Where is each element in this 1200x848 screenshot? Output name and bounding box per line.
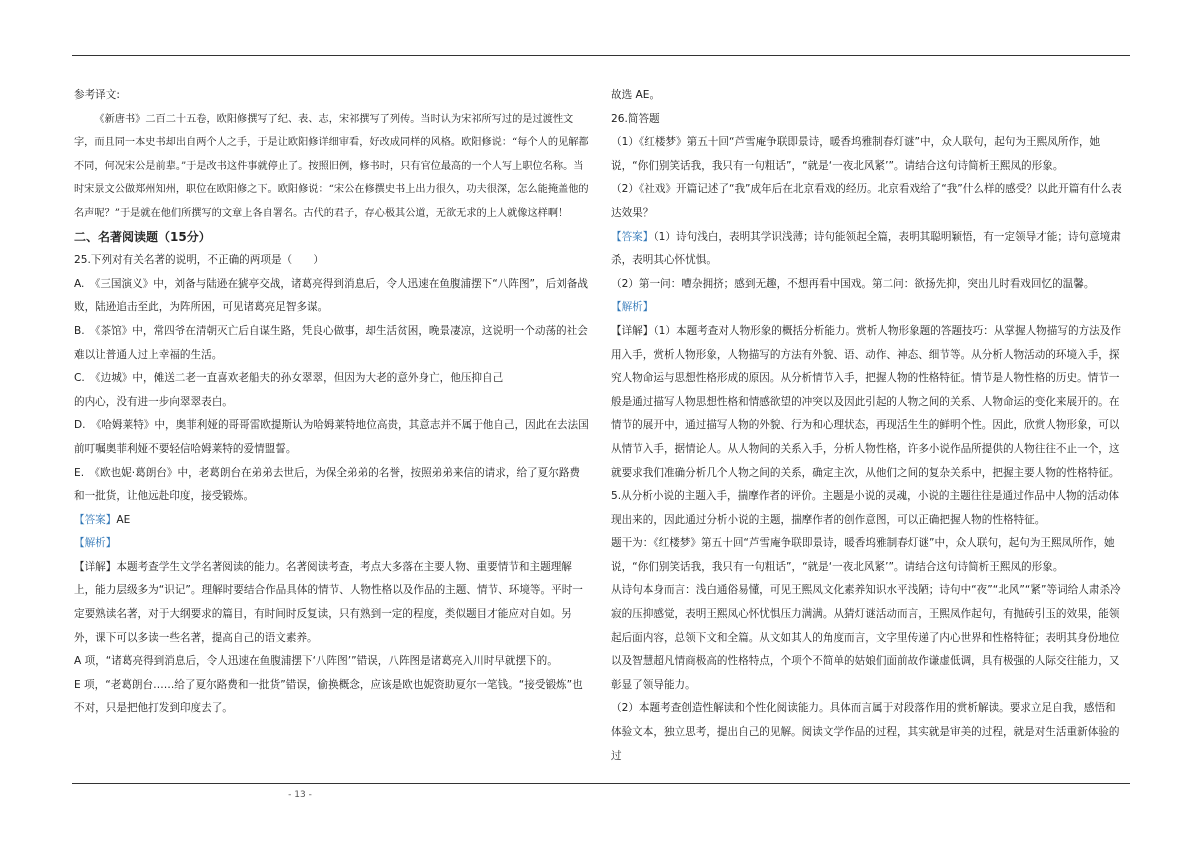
option-c-line1: C. 《边城》中，傩送二老一直喜欢老船夫的孙女翠翠，但因为大老的意外身亡，他压抑自己: [74, 372, 504, 385]
section-heading: 二、名著阅读题（15分）: [74, 229, 211, 244]
question-25: 25.下列对有关名著的说明，不正确的两项是（ ）: [74, 254, 324, 267]
option-d: D. 《哈姆莱特》中，奥菲利娅的哥哥雷欧提斯认为哈姆莱特地位高贵，其意志并不属于他自己，因此在去法国前叮嘱奥菲利娅不要轻信哈姆莱特的爱情盟誓。: [74, 419, 589, 455]
detail-tag: 【详解】: [611, 324, 654, 337]
translation-body: 《新唐书》二百二十五卷，欧阳修撰写了纪、表、志，宋祁撰写了列传。当时认为宋祁所写过的是过渡性文字，而且同一本史书却出自两个人之手，于是让欧阳修详细审看，好改成同样的风格。欧阳修说：“每个人的见解都不同，何况宋公是前辈。”于是改书这件事就停止了。按照旧例，修书时，只有官位最高的一个人写上职位名称。当时宋景文公做郑州知州，职位在欧阳修之下。欧阳修说：“宋公在修撰史书上出力很久，功夫很深，怎么能掩盖他的名声呢？”于是就在他们所撰写的文章上各自署名。古代的君子，存心极其公道，无欲无求的上人就像这样啊！: [74, 113, 589, 219]
left-column: [74, 84, 589, 721]
question-26: 26.简答题: [611, 112, 660, 125]
option-b: B. 《茶馆》中，常四爷在清朝灭亡后自谋生路，凭良心做事，却生活贫困，晚景凄凉，这说明一个动荡的社会难以让普通人过上幸福的生活。: [74, 324, 588, 361]
translation-heading: 参考译文:: [74, 89, 120, 101]
note-a: A 项，“诸葛亮得到消息后，令人迅速在鱼腹浦摆下‘八阵图’”错误，八阵图是诸葛亮入川时早就摆下的。: [74, 655, 558, 668]
question-26-2: （2）《社戏》开篇记述了“我”成年后在北京看戏的经历。北京看戏给了“我”什么样的感受？以此开篇有什么表达效果？: [611, 183, 1122, 219]
detail-2: 题干为：《红楼梦》第五十回“芦雪庵争联即景诗，暖香坞雅制春灯谜”中，众人联句，起句为王熙凤所作，她说，“你们别笑话我，我只有一句粗话”，“就是‘一夜北风紧’”。请结合这句诗简析王熙凤的形象。: [611, 537, 1115, 573]
choose-line: 故选 AE。: [611, 89, 661, 101]
detail-paragraph: [74, 556, 589, 650]
detail-4: （2）本题考查创造性解读和个性化阅读能力。具体而言属于对段落作用的赏析解读。要求立足自我，感悟和体验文本，独立思考，提出自己的见解。阅读文学作品的过程，其实就是审美的过程，就是对生活重新体验的过: [611, 702, 1120, 762]
detail-1-text: （1）本题考查对人物形象的概括分析能力。赏析人物形象题的答题技巧：从掌握人物描写的方法及作用入手，赏析人物形象，人物描写的方法有外貌、语、动作、神态、细节等。从分析人物活动的环境入手，探究人物命运与思想性格形成的原因。从分析情节入手，把握人物的性格特征。情节是人物性格的历史。情节一般是通过描写人物思想性格和情感欲望的冲突以及因此引起的人物之间的关系、人物命运的变化来展开的。在情节的展开中，通过描写人物的外貌、行为和心理状态，再现活生生的鲜明个性。因此，欣赏人物形象，可以从情节入手，据情论人。从人物间的关系入手，分析人物性格，许多小说作品所提供的人物往往不止一个，这就要求我们准确分析几个人物之间的关系，确定主次，从他们之间的复杂关系中，把握主要人物的性格特征。5.从分析小说的主题入手，揣摩作者的评价。主题是小说的灵魂，小说的主题往往是通过作品中人物的活动体现出来的，因此通过分析小说的主题，揣摩作者的创作意图，可以正确把握人物的性格特征。: [611, 324, 1121, 526]
detail-tag: 【详解】: [74, 560, 117, 573]
answer-value: AE: [116, 513, 131, 526]
answer-line: [74, 509, 589, 533]
analysis-tag: 【解析】: [74, 537, 117, 550]
answer-2: （2）第一问：嘈杂拥挤；感到无趣，不想再看中国戏。第二问：欲扬先抑，突出儿时看戏回忆的温馨。: [611, 277, 1095, 290]
option-e: E. 《欧也妮·葛朗台》中，老葛朗台在弟弟去世后，为保全弟弟的名誉，按照弟弟来信的请求，给了夏尔路费和一批货，让他远赴印度，接受锻炼。: [74, 466, 581, 503]
option-a: A. 《三国演义》中，刘备与陆逊在猇亭交战，诸葛亮得到消息后，令人迅速在鱼腹浦摆下“八阵图”，后刘备战败，陆逊追击至此，为阵所困，可见诸葛亮足智多谋。: [74, 277, 589, 314]
detail-3: 从诗句本身而言：浅白通俗易懂，可见王熙凤文化素养知识水平浅陋；诗句中“夜”“北风”“紧”等词给人肃杀冷寂的压抑感觉，表明王熙凤心怀忧惧压力满满。从猜灯谜活动而言，王熙凤作起句，有抛砖引玉的效果，能领起后面内容，总领下文和全篇。从文如其人的角度而言，文字里传递了内心世界和性格特征；表明其身份地位以及智慧超凡情商极高的性格特点，个项个不简单的姑娘们面前故作谦虚低调，具有极强的人际交往能力，又彰显了领导能力。: [611, 584, 1121, 691]
answer-1: [611, 226, 1126, 273]
detail-body: 本题考查学生文学名著阅读的能力。名著阅读考查，考点大多落在主要人物、重要情节和主题理解上，能力层级多为“识记”。理解时要结合作品具体的情节、人物性格以及作品的主题、情节、环境等。平时一定要熟读名著，对于大纲要求的篇目，有时间时反复读，只有熟到一定的程度，类似题目才能应对自如。另外，课下可以多读一些名著，提高自己的语文素养。: [74, 560, 583, 644]
note-e: E 项，“老葛朗台……给了夏尔路费和一批货”错误，偷换概念，应该是欧也妮资助夏尔一笔钱。“接受锻炼”也不对，只是把他打发到印度去了。: [74, 678, 583, 715]
detail-1: [611, 320, 1126, 532]
question-26-1: （1）《红楼梦》第五十回“芦雪庵争联即景诗，暖香坞雅制春灯谜”中，众人联句，起句为王熙凤所作，她说，“你们别笑话我，我只有一句粗话”，“就是‘一夜北风紧’”。请结合这句诗简析王熙凤的形象。: [611, 136, 1101, 172]
answer-tag: 【答案】: [74, 513, 117, 526]
right-column: [611, 84, 1126, 768]
analysis-tag: 【解析】: [611, 301, 654, 314]
answer-1-text: （1）诗句浅白，表明其学识浅薄；诗句能领起全篇，表明其聪明颖悟，有一定领导才能；诗句意境肃杀，表明其心怀忧惧。: [611, 230, 1121, 267]
footer-rule: [72, 783, 1130, 784]
option-c-line2: 的内心，没有进一步向翠翠表白。: [74, 395, 233, 408]
answer-tag: 【答案】: [611, 230, 654, 243]
header-rule: [72, 55, 1130, 56]
page-number: - 13 -: [288, 790, 312, 800]
